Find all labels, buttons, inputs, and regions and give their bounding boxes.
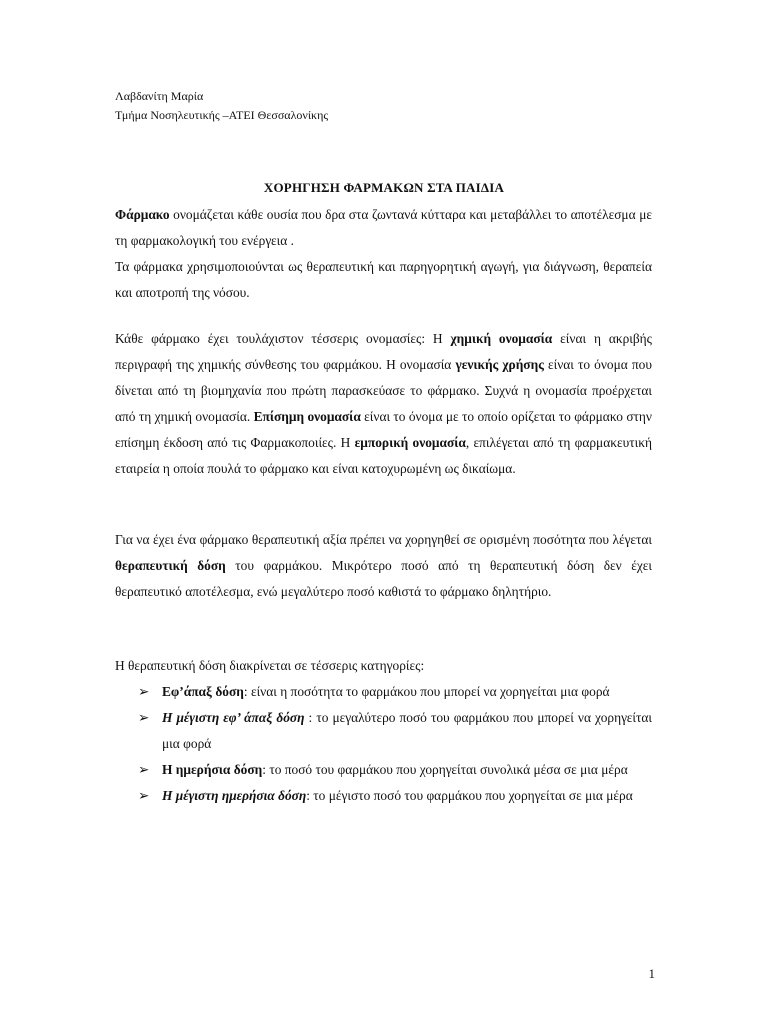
dose-text-2: του φαρμάκου. Μικρότερο ποσό από τη θεραπευτική δόση δεν έχει θεραπευτικό αποτέλεσμα, ενώ μεγαλύτερο ποσό καθιστά το φάρμακο δηλητήριο. xyxy=(115,558,652,599)
names-text-4: είναι το όνομα με το οποίο ορίζεται το φάρμακο στην επίσημη έκδοση από τις Φαρμακοποιίες. Η xyxy=(115,409,652,450)
paragraph-names xyxy=(115,326,652,482)
bullet-term: Εφ’άπαξ δόση xyxy=(162,684,244,699)
term-official-name: Επίσημη ονομασία xyxy=(253,409,361,424)
department-name: Τμήμα Νοσηλευτικής –ΑΤΕΙ Θεσσαλονίκης xyxy=(115,108,329,122)
bullet-text: : είναι η ποσότητα το φαρμάκου που μπορεί να χορηγείται μια φορά xyxy=(243,684,610,699)
categories-intro-text: Η θεραπευτική δόση διακρίνεται σε τέσσερις κατηγορίες: xyxy=(115,658,425,673)
term-generic-name: γενικής χρήσης xyxy=(455,357,544,372)
document-title: ΧΟΡΗΓΗΣΗ ΦΑΡΜΑΚΩΝ ΣΤΑ ΠΑΙΔΙΑ xyxy=(263,180,505,195)
arrowhead-bullet-icon: ➢ xyxy=(138,710,150,725)
uses-text: Τα φάρμακα χρησιμοποιούνται ως θεραπευτική και παρηγορητική αγωγή, για διάγνωση, θεραπεία και αποτροπή της νόσου. xyxy=(115,259,652,300)
term-therapeutic-dose: θεραπευτική δόση xyxy=(115,558,226,573)
page-number: 1 xyxy=(648,966,655,981)
bullet-term: Η μέγιστη εφ’ άπαξ δόση xyxy=(162,710,305,725)
author-name: Λαβδανίτη Μαρία xyxy=(115,89,204,103)
bullet-text: : το ποσό του φαρμάκου που χορηγείται συνολικά μέσα σε μια μέρα xyxy=(262,762,628,777)
arrowhead-bullet-icon: ➢ xyxy=(138,788,150,803)
paragraph-categories-intro xyxy=(115,653,652,679)
arrowhead-bullet-icon: ➢ xyxy=(138,762,150,777)
names-text-3: είναι το όνομα που δίνεται από τη βιομηχανία που πρώτη παρασκεύασε το φάρμακο. Συχνά η ονομασία προέρχεται από τη χημική ονομασία. xyxy=(115,357,653,424)
paragraph-uses xyxy=(115,254,652,306)
bullet-term: Η ημερήσια δόση xyxy=(162,762,263,777)
term-chemical-name: χημική ονομασία xyxy=(450,331,553,346)
names-text-1: Κάθε φάρμακο έχει τουλάχιστον τέσσερις ονομασίες: Η xyxy=(115,331,451,346)
paragraph-dose xyxy=(115,527,652,605)
names-text-5: , επιλέγεται από τη φαρμακευτική εταιρεία η οποία πουλά το φάρμακο και είναι κατοχυρωμένη ως δικαίωμα. xyxy=(115,435,652,476)
list-item xyxy=(138,705,652,757)
bullet-term: Η μέγιστη ημερήσια δόση xyxy=(162,788,307,803)
bullet-text: : το μεγαλύτερο ποσό του φαρμάκου που μπορεί να χορηγείται μια φορά xyxy=(162,710,652,751)
dose-categories-list xyxy=(138,679,652,809)
bullet-text: : το μέγιστο ποσό του φαρμάκου που χορηγείται σε μια μέρα xyxy=(306,788,633,803)
definition-text: ονομάζεται κάθε ουσία που δρα στα ζωντανά κύτταρα και μεταβάλλει το αποτέλεσμα με τη φαρμακολογική του ενέργεια . xyxy=(115,207,652,248)
paragraph-definition xyxy=(115,202,652,254)
dose-text-1: Για να έχει ένα φάρμακο θεραπευτική αξία πρέπει να χορηγηθεί σε ορισμένη ποσότητα που λέγεται xyxy=(115,532,652,547)
names-text-2: είναι η ακριβής περιγραφή της χημικής σύνθεσης του φαρμάκου. Η ονομασία xyxy=(115,331,652,372)
term-farmako: Φάρμακο xyxy=(115,207,170,222)
term-trade-name: εμπορική ονομασία xyxy=(354,435,466,450)
list-item xyxy=(138,757,652,783)
list-item xyxy=(138,679,652,705)
list-item xyxy=(138,783,652,809)
arrowhead-bullet-icon: ➢ xyxy=(138,684,150,699)
